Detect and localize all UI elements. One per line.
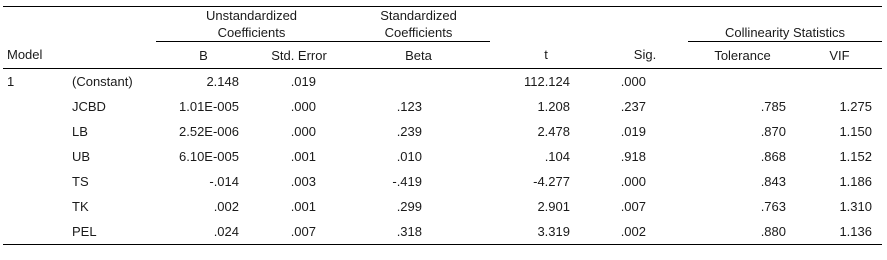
std-error-value: .007	[251, 219, 347, 245]
beta-value: .318	[347, 219, 490, 245]
tolerance-value: .880	[688, 219, 797, 245]
unstandardized-header-line2: Coefficients	[156, 24, 347, 42]
model-header: Model	[3, 42, 68, 69]
table-row	[3, 94, 882, 119]
t-value: 112.124	[523, 74, 570, 89]
b-value: -.014	[209, 174, 239, 189]
b-value: .002	[213, 199, 239, 214]
beta-value	[347, 69, 490, 95]
t-value: -4.277	[533, 174, 570, 189]
std-error-header: Std. Error	[251, 42, 347, 69]
b-value: 2.52E-006	[179, 124, 239, 139]
t-value: 2.901	[537, 199, 570, 214]
tolerance-value: .868	[760, 149, 786, 164]
vif-value: 1.136	[797, 219, 882, 245]
table-row	[3, 169, 882, 194]
coefficients-table-container	[3, 6, 882, 245]
predictor-label: (Constant)	[72, 74, 133, 89]
tolerance-value: .785	[760, 99, 786, 114]
coefficients-table	[3, 6, 882, 245]
table-row	[3, 219, 882, 245]
sig-value: .918	[620, 149, 646, 164]
sig-value: .019	[620, 124, 646, 139]
std-error-value: .001	[290, 199, 316, 214]
predictor-label: UB	[72, 149, 91, 164]
sig-value: .000	[620, 174, 646, 189]
t-value: 2.478	[537, 124, 570, 139]
beta-value: -.419	[392, 174, 422, 189]
vif-value: 1.186	[839, 174, 872, 189]
sig-value: .237	[620, 99, 646, 114]
std-error-value: .019	[290, 74, 316, 89]
b-value: 6.10E-005	[179, 149, 239, 164]
vif-value: 1.275	[839, 99, 872, 114]
sig-value: .007	[620, 199, 646, 214]
vif-value	[797, 69, 882, 95]
table-row	[3, 194, 882, 219]
t-value: .104	[544, 149, 570, 164]
unstandardized-header-line1: Unstandardized	[205, 8, 298, 23]
b-header: B	[156, 42, 251, 69]
b-value: .024	[156, 219, 251, 245]
sig-value: .002	[602, 219, 688, 245]
tolerance-value: .763	[760, 199, 786, 214]
tolerance-value	[688, 69, 797, 95]
column-header-row	[3, 42, 882, 69]
table-row	[3, 119, 882, 144]
predictor-label: TS	[72, 174, 89, 189]
table-row	[3, 144, 882, 169]
header-row-1	[3, 7, 882, 24]
vif-value: 1.152	[839, 149, 872, 164]
beta-header: Beta	[347, 42, 490, 69]
model-number: 1	[7, 74, 15, 89]
t-value: 1.208	[537, 99, 570, 114]
vif-header: VIF	[797, 42, 882, 69]
std-error-value: .001	[290, 149, 316, 164]
std-error-value: .003	[290, 174, 316, 189]
beta-value: .010	[396, 149, 422, 164]
beta-value: .299	[396, 199, 422, 214]
sig-value: .000	[620, 74, 646, 89]
tolerance-value: .843	[760, 174, 786, 189]
predictor-label: JCBD	[72, 99, 106, 114]
std-error-value: .000	[290, 99, 316, 114]
standardized-header-line1: Standardized	[380, 8, 457, 23]
predictor-label: LB	[72, 124, 88, 139]
beta-value: .239	[396, 124, 422, 139]
sig-header: Sig.	[602, 42, 688, 69]
predictor-label: PEL	[68, 219, 156, 245]
predictor-label: TK	[72, 199, 89, 214]
vif-value: 1.150	[839, 124, 872, 139]
t-value: 3.319	[490, 219, 602, 245]
tolerance-value: .870	[760, 124, 786, 139]
header-row-2	[3, 24, 882, 42]
tolerance-header: Tolerance	[688, 42, 797, 69]
b-value: 2.148	[206, 74, 239, 89]
table-row	[3, 69, 882, 95]
std-error-value: .000	[290, 124, 316, 139]
standardized-header-line2: Coefficients	[347, 24, 490, 42]
t-header: t	[490, 42, 602, 69]
vif-value: 1.310	[839, 199, 872, 214]
collinearity-header: Collinearity Statistics	[688, 24, 882, 42]
beta-value: .123	[396, 99, 422, 114]
b-value: 1.01E-005	[179, 99, 239, 114]
